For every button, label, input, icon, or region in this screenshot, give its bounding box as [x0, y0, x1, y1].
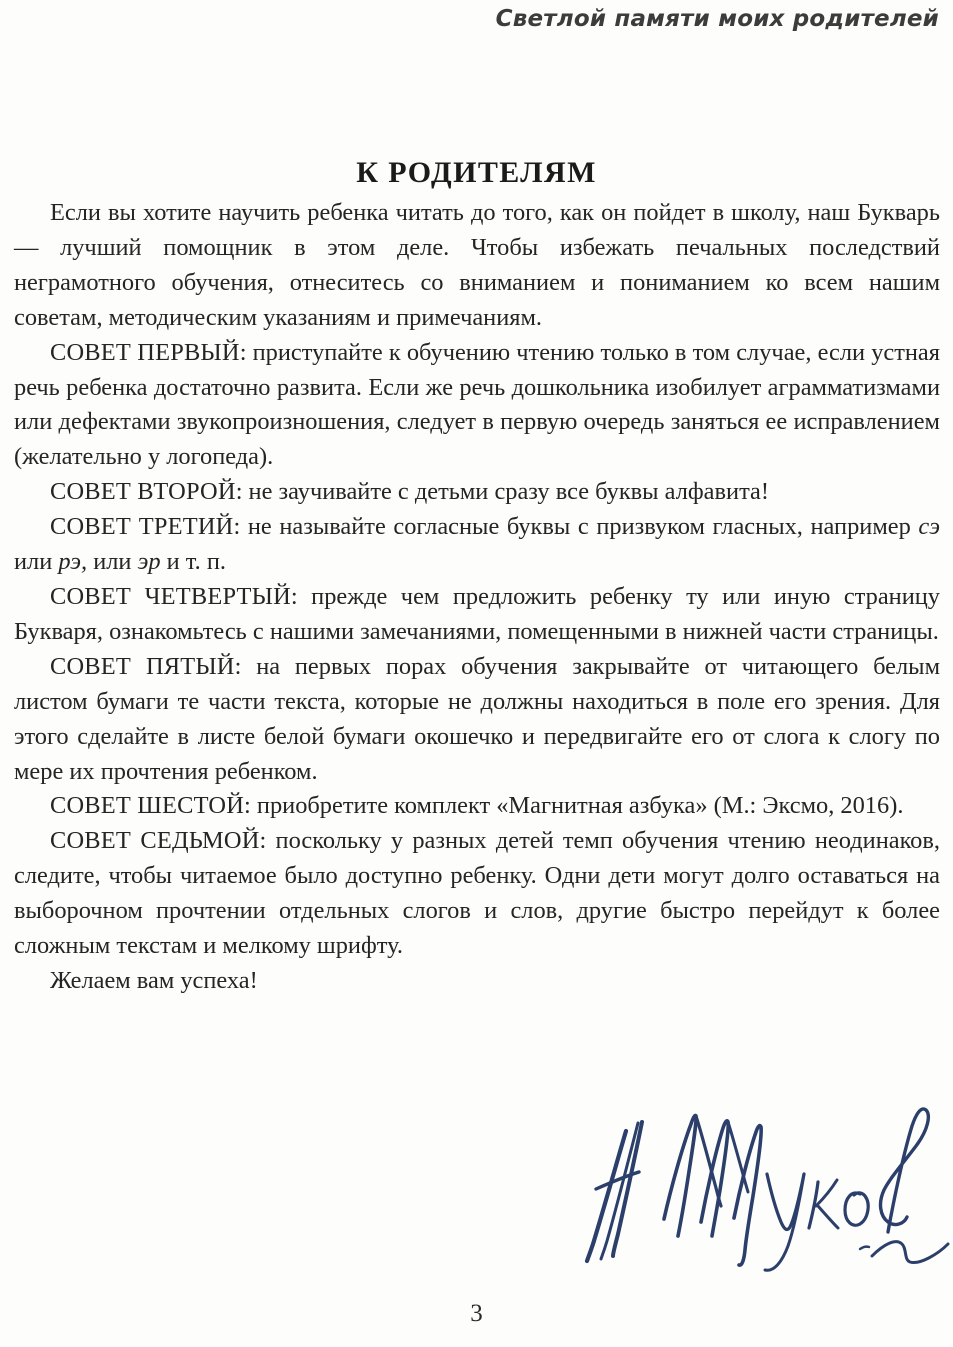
advice-2-label: СОВЕТ ВТОРОЙ — [50, 478, 236, 506]
page-number: 3 — [470, 1300, 483, 1327]
paragraph-advice-2 — [14, 475, 940, 510]
advice-7-text: : поскольку у разных детей темп обучения чтению неодинаков, следите, чтобы читаемое было доступно ребенку. Одни дети могут долго оставаться на выборочном прочтении отдельных слогов и слов, другие быстро перейдут к более сложным текстам и мелкому шрифту. — [14, 827, 940, 960]
advice-4-text: : прежде чем предложить ребенку ту или иную страницу Букваря, ознакомьтесь с нашими замечаниями, помещенными в нижней части страницы. — [14, 582, 941, 645]
advice-7-label: СОВЕТ СЕДЬМОЙ — [50, 827, 260, 855]
advice-5-label: СОВЕТ ПЯТЫЙ — [50, 652, 235, 680]
advice-5-text: : на первых порах обучения закрывайте от читающего белым листом бумаги те части текста, которые не должны находиться в поле его зрения. Для этого сделайте в листе белой бумаги окошечко и передвигайте его от слога к слогу по мере их прочтения ребенком. — [14, 652, 940, 785]
advice-3-text-b: или — [14, 548, 59, 576]
paragraph-advice-3 — [14, 510, 940, 580]
paragraph-intro: Если вы хотите научить ребенка читать до того, как он пойдет в школу, наш Букварь — лучший помощник в этом деле. Чтобы избежать печальных последствий неграмотного обучения, отнеситесь со вниманием и пониманием ко всем нашим советам, методическим указаниям и примечаниям. — [14, 199, 940, 331]
advice-2-text: : не заучивайте с детьми сразу все буквы алфавита! — [235, 478, 769, 506]
paragraph-advice-7 — [14, 824, 940, 964]
signature-image — [560, 1086, 952, 1286]
advice-3-italic-1: сэ — [918, 513, 940, 541]
running-head: Светлой памяти моих родителей — [495, 6, 939, 32]
advice-1-label: СОВЕТ ПЕРВЫЙ — [50, 338, 240, 366]
advice-1-text: : приступайте к обучению чтению только в том случае, если устная речь ребенка достаточно развита. Если же речь дошкольника изобилует аграмматизмами или дефектами звукопроизношения, следует в первую очередь заняться ее исправлением (желательно у логопеда). — [14, 338, 940, 471]
paragraph-advice-1 — [14, 336, 940, 476]
paragraph-advice-6 — [14, 789, 940, 824]
paragraph-closing: Желаем вам успеха! — [50, 966, 258, 994]
advice-3-text-c: или — [87, 548, 138, 576]
advice-3-text-a: : не называйте согласные буквы с призвуком гласных, например — [233, 513, 919, 541]
advice-6-label: СОВЕТ ШЕСТОЙ — [50, 792, 245, 820]
paragraph-advice-4 — [14, 580, 940, 650]
advice-3-italic-3: эр — [137, 548, 161, 576]
advice-3-text-d: и т. п. — [160, 548, 226, 576]
advice-4-label: СОВЕТ ЧЕТВЕРТЫЙ — [50, 582, 291, 610]
body-text — [14, 196, 940, 999]
paragraph-advice-5 — [14, 650, 940, 790]
advice-6-text: : приобретите комплект «Магнитная азбука» (М.: Эксмо, 2016). — [244, 792, 904, 820]
advice-3-italic-2: рэ, — [58, 548, 88, 576]
page-title: К РОДИТЕЛЯМ — [356, 156, 597, 190]
advice-3-label: СОВЕТ ТРЕТИЙ — [50, 513, 234, 541]
